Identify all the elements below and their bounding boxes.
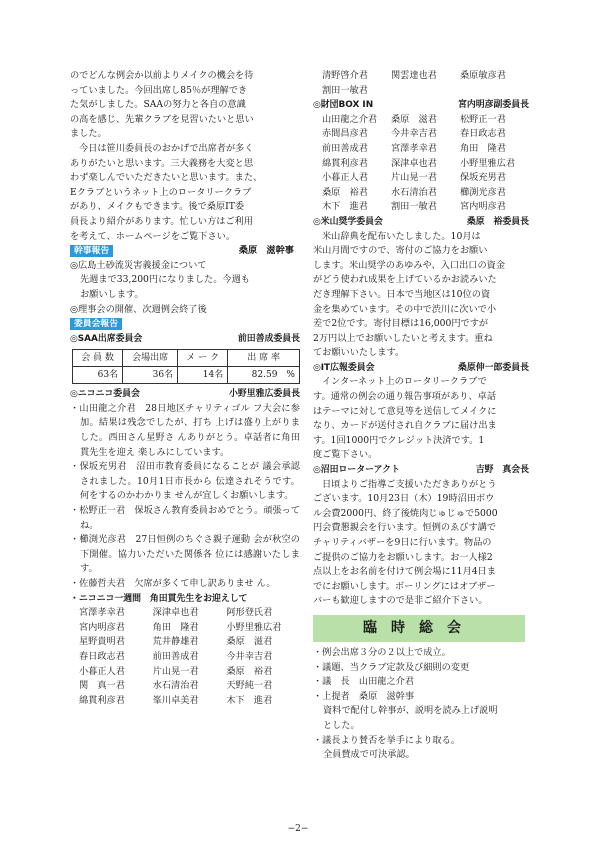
extraordinary-meeting-banner: 臨時総会 (313, 615, 525, 642)
member-name: 櫛渕光彦君 (460, 186, 506, 198)
saa-heading: ◎SAA出席委員会 前田善成委員長 (70, 333, 300, 344)
member-name: 宮内明彦君 (79, 621, 125, 633)
member-name: 桑原 滋君 (226, 636, 273, 648)
yoneyama-paragraph: 米山辞典を配布いたしました。10月は 米山月間ですので、寄付のご協力をお願い します。米山奨学のあゆみや、入口出口の資金 がどう使われ成果を上げているかお読みいた だき理解下さい。日本で当地区は10位の資 金を集めています。その中で渋川に次いで小 差で2位です。寄付目標は16,000円ですが 2万円以上でお願いしたいと考えます。重ね てお願いいたします。 (313, 230, 506, 359)
foundation-box-heading: ◎財団BOX IN 宮内明彦副委員長 (313, 100, 529, 111)
attendance-table: 会 員 数 会場出席 メ ー ク 出 席 率 63名 36名 14名 82.59 % (72, 349, 300, 384)
member-name: 前田善成君 (152, 650, 199, 662)
member-name: 山田龍之介君 (322, 113, 378, 125)
kanji-report-body: ◎広島土砂流災害義援金について 先週まで33,200円になりました。今週も お願いします。 ◎理事会の開催、次週例会終了後 (70, 259, 250, 315)
continued-names: 清野啓介君 関雲達也君 桑原敏彦君 割田一敏君 (322, 70, 506, 96)
chairman-paragraph: 今日は笹川委員長のおかげで出席者が多く ありがたいと思います。三大義務を大変と思 わず楽しんでいただきたいと思います。また、 Eクラブというネット上のロータリークラブ があり、メイクもできます。後で桑原IT委 員長より紹介があります。忙しい方はご利用 を考えて、ホームページをご覧下さい。 (70, 142, 263, 242)
left-column (70, 0, 300, 708)
member-name: 木下 進君 (226, 694, 273, 706)
rotaract-paragraph: 日頃よりご指導ご支援いただきありがとう ございます。10月23日（木）19時沼田ボウ ル会費2000円、終了後焼肉じゅじゅで5000 円会費懇親会を行います。恒例のゑびす講で チャリティバザーを9日に行います。物品の ご提供のご協力をお願いします。お一人様2 点以上をお名前を付けて例会場に11月4日ま でにお願いします。ボーリングにはオブザー バーも歓迎しますので是非ご紹介下さい。 (313, 478, 498, 607)
member-name: 小暮正人君 (322, 172, 368, 184)
member-name: 桑原 裕君 (322, 186, 368, 198)
member-name: 赤間昌彦君 (322, 128, 368, 140)
member-name: 水石清治君 (391, 186, 437, 198)
member-name: 春日政志君 (79, 650, 125, 662)
member-name: 今井幸吉君 (226, 650, 273, 662)
kanji-report-heading (70, 244, 300, 259)
member-name: 天野純一君 (226, 680, 273, 692)
committee-report-tag: 委員会報告 (70, 318, 122, 330)
member-name: 桑原 裕君 (226, 665, 273, 677)
yoneyama-heading: ◎米山奨学委員会 桑原 裕委員長 (313, 216, 529, 227)
member-name: 片山晃一君 (391, 172, 437, 184)
it-paragraph: インターネット上のロータリークラブで す。通常の例会の通り報告事項があり、卓話 はテーマに対して意見等を送信してメイクに なり、カードが送付され自クラブに届け出ま す。1回1000円でクレジット決済です。1 度ご覧下さい。 (313, 376, 497, 461)
right-column (313, 0, 529, 763)
member-name: 角田 隆君 (152, 621, 199, 633)
member-name: 宮内明彦君 (460, 201, 506, 213)
list-item: ・例会出席３分の２以上で成立。 (313, 646, 451, 658)
member-name: 関 真一君 (79, 680, 125, 692)
member-name: 小暮正人君 (79, 665, 125, 677)
it-heading: ◎IT広報委員会 桑原伸一郎委員長 (313, 362, 529, 373)
member-name: 割田一敏君 (391, 201, 437, 213)
member-name: 星野貴明君 (79, 636, 125, 648)
member-name: 春日政志君 (460, 128, 506, 140)
list-item: ・佐藤哲夫君 欠席が多くて申し訳ありませ ん。 (70, 578, 276, 589)
member-name: 松野正一君 (460, 113, 506, 125)
list-item: ・上提者 桑原 滋幹事 (313, 690, 415, 702)
nikoniko-names (70, 606, 300, 708)
member-name: 小野里雅広君 (226, 621, 282, 633)
intro-paragraph: のでどんな例会か以前よりメイクの機会を待 っていました。今回出席し85％が理解でき た気がしました。SAAの努力と各自の意識 の高を感じ、先輩クラブを見習いたいと思い ました。 (70, 70, 254, 140)
nikoniko-items (70, 402, 300, 592)
list-item: ・櫛渕光彦君 27日恒例のちぐさ親子運動 会が秋空の下開催。協力いただいた関係各 位には感謝いたします。 (70, 534, 300, 575)
list-item: ・議 長 山田龍之介君 (313, 676, 415, 688)
member-name: 前田善成君 (322, 142, 368, 154)
kanji-report-tag: 幹事報告 (70, 245, 113, 257)
list-item: ・山田龍之介君 28日地区チャリティゴル フ大会に参加。結果は残念でしたが、打ち 上げは盛り上がりました。西田さん星野さ んありがとう。卓話者に角田貫先生を迎え 楽しみにしています。 (70, 402, 300, 458)
member-name: 保坂充男君 (460, 172, 506, 184)
member-name: 今井幸吉君 (391, 128, 437, 140)
extraordinary-meeting-items: ・例会出席３分の２以上で成立。 ・議題、当クラブ定款及び細則の変更 ・議 長 山田龍之介君 ・上提者 桑原 滋幹事 資料で配付し幹事が、説明を読み上げ説明 とした。 ・議長より賛否を挙手により取る。 全員賛成で可決承認。 (313, 646, 529, 763)
member-name: 阿形登氏君 (226, 607, 273, 619)
member-name: 峯川卓美君 (152, 694, 199, 706)
member-name: 深津卓也君 (152, 607, 199, 619)
member-name: 木下 進君 (322, 201, 368, 213)
foundation-box-names (313, 113, 529, 215)
member-name: 片山晃一君 (152, 665, 199, 677)
rotaract-heading: ◎沼田ローターアクト 吉野 真会長 (313, 465, 529, 476)
member-name: 綿貫利彦君 (322, 157, 368, 169)
member-name: 深津卓也君 (391, 157, 437, 169)
kanji-name: 桑原 滋幹事 (238, 245, 294, 257)
list-item: ・議長より賛否を挙手により取る。 (313, 734, 460, 746)
member-name: 角田 隆君 (460, 142, 506, 154)
member-name: 宮澤孝幸君 (391, 142, 437, 154)
member-name: 荒井静雄君 (152, 636, 199, 648)
member-name: 小野里雅広君 (460, 157, 516, 169)
page-number: −2− (287, 824, 309, 834)
nikoniko-heading: ◎ニコニコ委員会 小野里雅広委員長 (70, 389, 300, 400)
member-name: 綿貫利彦君 (79, 694, 125, 706)
list-item: ・議題、当クラブ定款及び細則の変更 (313, 661, 470, 673)
list-item: ・松野正一君 保坂さん教育委員おめでとう。頑張ってね。 (70, 505, 300, 531)
member-name: 桑原 滋君 (391, 113, 437, 125)
list-item: ・保坂充男君 沼田市教育委員になることが 議会承認されました。10月1日市長から 伝達されそうです。何をするのかわかりま せんが宜しくお願いします。 (70, 461, 300, 502)
member-name: 宮澤孝幸君 (79, 607, 125, 619)
member-name: 水石清治君 (152, 680, 199, 692)
nikoniko-week-heading: ・ニコニコ一週間 角田貫先生をお迎えして (70, 593, 248, 604)
